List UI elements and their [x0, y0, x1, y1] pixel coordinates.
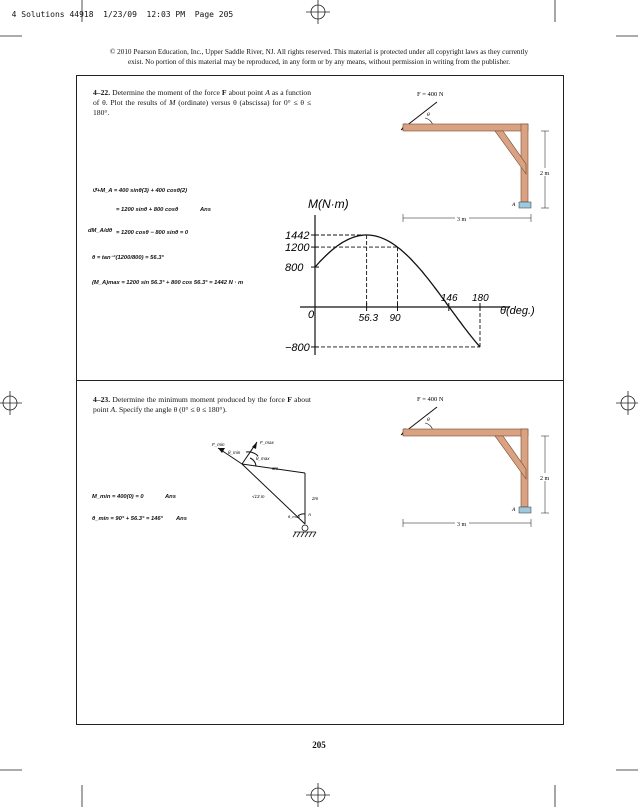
registration-mark-top [306, 0, 330, 24]
problem-22-force: F [221, 88, 227, 97]
problem-23-text-c: . Specify the angle θ (0° ≤ θ ≤ 180°). [115, 405, 227, 414]
copyright-line-1: © 2010 Pearson Education, Inc., Upper Saddle River, NJ. All rights reserved. This material is protected under all copyright laws as they currently [109, 48, 529, 56]
p22-eq3-lhs: dM_A/dθ [88, 228, 113, 234]
p22-eq2: = 1200 sinθ + 800 cosθ [116, 207, 179, 213]
fig23-width: 3 m [457, 522, 467, 528]
p22-eq3: = 1200 cosθ − 800 sinθ = 0 [116, 230, 189, 236]
sketch-2m: 2m [312, 496, 319, 501]
problem-22-number: 4–22. [93, 88, 111, 97]
problem-23-statement [93, 395, 311, 415]
fig23-force-label: F = 400 N [417, 396, 444, 403]
problem-23-text-b: about point [93, 395, 311, 414]
x-tick-label-1: 90 [389, 313, 401, 324]
problem-22-statement [93, 88, 311, 118]
problem-23-text-a: Determine the minimum moment produced by the force [112, 395, 288, 404]
sketch-theta-mm: θ_max [288, 514, 300, 519]
p23-eq2-tag: Ans [176, 516, 187, 522]
fig23-height: 2 m [540, 476, 550, 482]
sketch-f-min: F_min [212, 442, 225, 447]
header-page: Page 205 [194, 10, 234, 19]
y-tick-label-3: −800 [285, 341, 310, 354]
p22-eq5: (M_A)max = 1200 sin 56.3° + 800 cos 56.3° = 1442 N · m [92, 280, 244, 286]
p23-eq1: M_min = 400(0) = 0 [92, 494, 144, 500]
y-tick-label-1: 1200 [285, 242, 310, 255]
problem-22-text-b: about point [226, 88, 266, 97]
plot-origin: 0 [308, 309, 315, 321]
moment-plot [280, 190, 555, 365]
registration-mark-bottom [306, 783, 330, 807]
fig22-force-label: F = 400 N [417, 91, 444, 98]
frame-figure-23 [395, 393, 560, 533]
problem-23-point: A [110, 405, 116, 414]
y-tick-label-2: 800 [285, 262, 304, 275]
problem-22-point: A [265, 88, 270, 97]
y-tick-label-0: 1442 [285, 230, 310, 242]
copyright-notice [60, 47, 578, 67]
fig23-beam [403, 429, 528, 436]
p22-eq4: θ = tan⁻¹(1200/800) = 56.3° [92, 255, 164, 261]
x-tick-label-2: 146 [440, 293, 458, 304]
sketch-3m: 3m [272, 466, 279, 471]
page-number: 205 [312, 740, 326, 750]
copyright-line-2: exist. No portion of this material may be reproduced, in any form or by any means, without permission in writing from the publisher. [127, 58, 511, 66]
p22-eq1: ↺+M_A = 400 sinθ(3) + 400 cosθ(2) [92, 188, 188, 194]
registration-mark-left [0, 391, 22, 415]
header-file: 4 Solutions 44918 [11, 10, 94, 19]
p23-eq2: θ_min = 90° + 56.3° = 146° [92, 516, 163, 522]
p22-eq2-tag: Ans [200, 207, 211, 213]
panel-divider [76, 380, 564, 381]
fig23-theta: θ [427, 417, 430, 423]
fig22-width: 3 m [457, 217, 467, 223]
fig22-height: 2 m [540, 171, 550, 177]
sketch-f-max: F_max [260, 440, 274, 445]
fig23-point-a: A [512, 507, 516, 513]
sketch-sqrt13: √13 m [252, 494, 265, 499]
problem-22-text-c: as a function of θ. Plot the results of [93, 88, 311, 107]
header-time: 12:03 PM [146, 10, 186, 19]
problem-23-number: 4–23. [93, 395, 111, 404]
sketch-theta-min: θ_min [228, 450, 241, 455]
fig22-theta: θ [427, 112, 430, 118]
fig22-point-a: A [512, 202, 516, 208]
registration-mark-right [616, 391, 638, 415]
problem-22-text-d: (ordinate) versus θ (abscissa) for 0° ≤ θ ≤ 180°. [93, 98, 311, 117]
fig23-support [519, 507, 531, 513]
plot-ylabel: M(N·m) [308, 197, 349, 211]
sketch-theta-max: θ_max [256, 456, 270, 461]
x-tick-label-3: 180 [472, 293, 489, 304]
problem-22-text-a: Determine the moment of the force [112, 88, 222, 97]
fig22-beam [403, 124, 528, 131]
header-date: 1/23/09 [103, 10, 137, 19]
geometry-sketch [212, 436, 337, 548]
problem-22-m: M [169, 98, 176, 107]
plot-xlabel: θ(deg.) [500, 305, 535, 317]
sketch-point-a: A [308, 512, 312, 517]
p23-eq1-tag: Ans [165, 494, 176, 500]
x-tick-label-0: 56.3 [358, 313, 379, 324]
problem-23-force: F [287, 395, 292, 404]
